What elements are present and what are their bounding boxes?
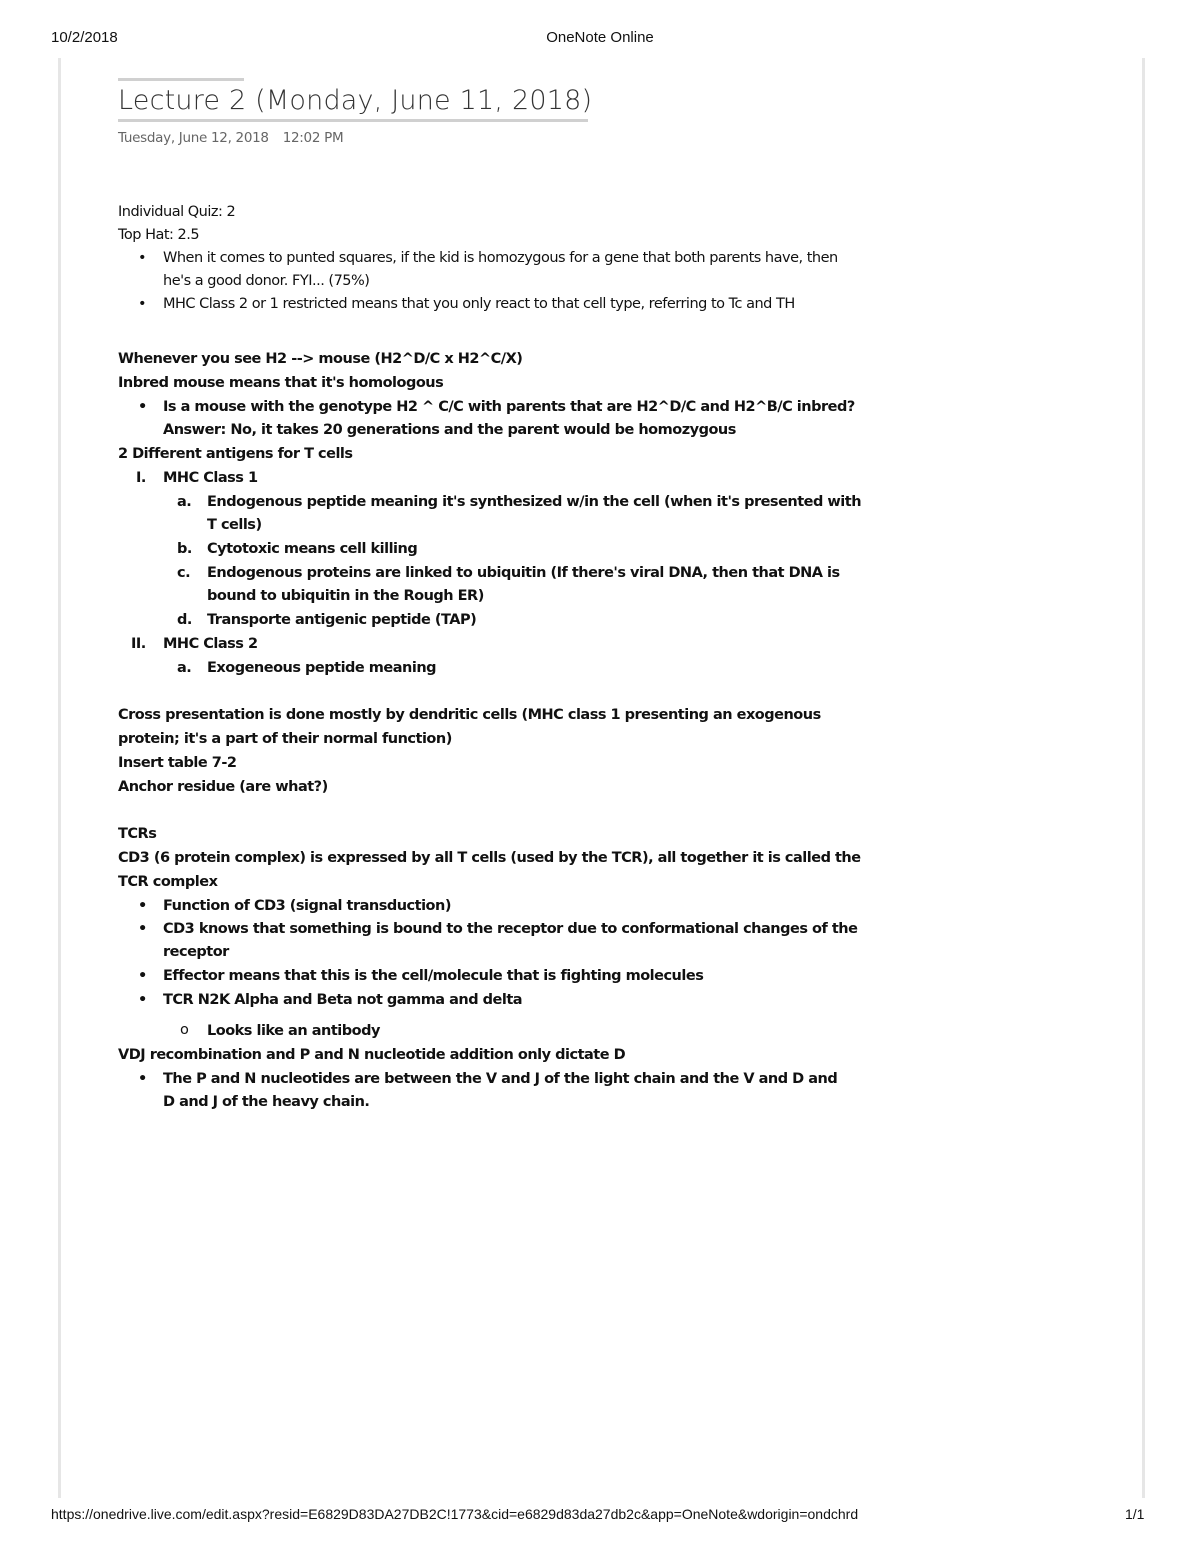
list-item-continued: Answer: No, it takes 20 generations and the parent would be homozygous xyxy=(163,422,736,438)
letter-marker: d. xyxy=(177,612,192,628)
list-item: Function of CD3 (signal transduction) xyxy=(163,898,451,914)
note-time: 12:02 PM xyxy=(282,130,344,146)
page-title[interactable]: Lecture 2 (Monday, June 11, 2018) xyxy=(118,85,593,116)
bullet-marker: • xyxy=(138,992,147,1008)
page-border-right xyxy=(1142,58,1145,1498)
letter-marker: c. xyxy=(177,565,191,581)
list-item: The P and N nucleotides are between the V and J of the light chain and the V and D and xyxy=(163,1071,838,1087)
text-line: Individual Quiz: 2 xyxy=(118,204,236,220)
text-line: TCR complex xyxy=(118,874,218,890)
list-item-continued: he's a good donor. FYI... (75%) xyxy=(163,273,370,289)
list-item-continued: bound to ubiquitin in the Rough ER) xyxy=(207,588,484,604)
text-line: Inbred mouse means that it's homologous xyxy=(118,375,444,391)
bullet-marker: • xyxy=(138,968,147,984)
text-line: Top Hat: 2.5 xyxy=(118,227,200,243)
note-timestamp xyxy=(118,130,918,146)
title-rule-bottom xyxy=(118,119,588,122)
print-app-title: OneNote Online xyxy=(546,29,654,46)
roman-marker: I. xyxy=(136,470,146,486)
list-item-continued: T cells) xyxy=(207,517,262,533)
roman-marker: II. xyxy=(131,636,146,652)
note-date: Tuesday, June 12, 2018 xyxy=(118,130,269,146)
list-item: Endogenous peptide meaning it's synthesized w/in the cell (when it's presented with xyxy=(207,494,862,510)
letter-marker: a. xyxy=(177,494,192,510)
list-item: Exogeneous peptide meaning xyxy=(207,660,437,676)
letter-marker: a. xyxy=(177,660,192,676)
text-line: 2 Different antigens for T cells xyxy=(118,446,353,462)
list-item: Transporte antigenic peptide (TAP) xyxy=(207,612,477,628)
print-url: https://onedrive.live.com/edit.aspx?resid=E6829D83DA27DB2C!1773&cid=e6829d83da27db2c&app=OneNote&wdorigin=ondchrd xyxy=(51,1506,859,1522)
text-line: Insert table 7-2 xyxy=(118,755,237,771)
list-item: Effector means that this is the cell/molecule that is fighting molecules xyxy=(163,968,704,984)
print-page-number: 1/1 xyxy=(1125,1506,1145,1522)
text-line: Anchor residue (are what?) xyxy=(118,779,328,795)
note-header xyxy=(118,78,918,146)
bullet-marker: • xyxy=(138,1071,147,1087)
text-line: Whenever you see H2 --> mouse (H2^D/C x H2^C/X) xyxy=(118,351,523,367)
bullet-marker: • xyxy=(138,296,147,312)
list-item: Endogenous proteins are linked to ubiquitin (If there's viral DNA, then that DNA is xyxy=(207,565,840,581)
list-item: MHC Class 1 xyxy=(163,470,258,486)
list-item: MHC Class 2 or 1 restricted means that you only react to that cell type, referring to Tc and TH xyxy=(163,296,795,312)
list-item-continued: receptor xyxy=(163,944,229,960)
bullet-marker: • xyxy=(138,399,147,415)
text-line: TCRs xyxy=(118,826,157,842)
letter-marker: b. xyxy=(177,541,192,557)
bullet-marker: • xyxy=(138,250,147,266)
print-date: 10/2/2018 xyxy=(51,29,118,46)
page-border-left xyxy=(58,58,61,1498)
list-item: MHC Class 2 xyxy=(163,636,258,652)
title-rule-top xyxy=(118,78,244,81)
text-line: protein; it's a part of their normal function) xyxy=(118,731,452,747)
text-line: CD3 (6 protein complex) is expressed by all T cells (used by the TCR), all together it is called the xyxy=(118,850,861,866)
bullet-marker: • xyxy=(138,921,147,937)
list-item: Cytotoxic means cell killing xyxy=(207,541,418,557)
list-item: When it comes to punted squares, if the kid is homozygous for a gene that both parents have, then xyxy=(163,250,838,266)
circle-marker: o xyxy=(180,1022,189,1038)
list-item: Is a mouse with the genotype H2 ^ C/C with parents that are H2^D/C and H2^B/C inbred? xyxy=(163,399,855,415)
text-line: Cross presentation is done mostly by dendritic cells (MHC class 1 presenting an exogenous xyxy=(118,707,821,723)
list-item: CD3 knows that something is bound to the receptor due to conformational changes of the xyxy=(163,921,858,937)
list-item: TCR N2K Alpha and Beta not gamma and delta xyxy=(163,992,523,1008)
list-item: Looks like an antibody xyxy=(207,1023,380,1039)
list-item-continued: D and J of the heavy chain. xyxy=(163,1094,370,1110)
text-line: VDJ recombination and P and N nucleotide addition only dictate D xyxy=(118,1047,626,1063)
bullet-marker: • xyxy=(138,898,147,914)
